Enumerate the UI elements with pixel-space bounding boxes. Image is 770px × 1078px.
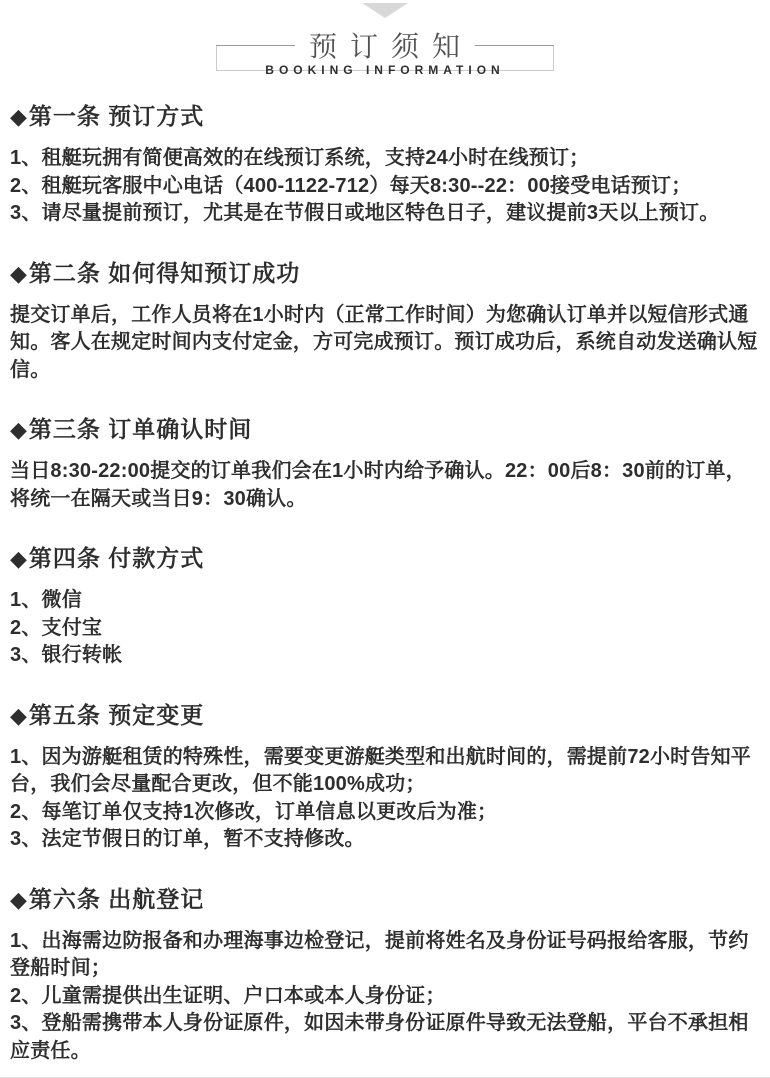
list-item: 1、租艇玩拥有简便高效的在线预订系统，支持24小时在线预订；	[10, 147, 590, 169]
section-heading-text: 第二条 如何得知预订成功	[28, 259, 301, 286]
section-article-5	[10, 700, 760, 854]
list-item: 2、租艇玩客服中心电话（400-1122-712）每天8:30--22：00接受电话预订；	[10, 174, 692, 197]
section-heading-text: 第一条 预订方式	[28, 103, 205, 129]
section-body	[10, 145, 760, 228]
section-heading-text: 第三条 订单确认时间	[28, 416, 253, 442]
section-heading	[10, 414, 760, 445]
list-item: 1、出海需边防报备和办理海事边检登记，提前将姓名及身份证号码报给客服，节约登船时间；	[10, 929, 749, 979]
section-heading	[10, 258, 760, 289]
diamond-icon: ◆	[10, 886, 28, 912]
list-item: 3、银行转帐	[10, 644, 123, 666]
diamond-icon: ◆	[10, 417, 28, 442]
section-body	[10, 587, 760, 670]
section-heading-text: 第四条 付款方式	[28, 545, 205, 571]
section-article-2	[10, 258, 760, 385]
page-subtitle-en: BOOKING INFORMATION	[265, 63, 505, 77]
diamond-icon: ◆	[10, 260, 28, 286]
list-item: 3、法定节假日的订单，暂不支持修改。	[10, 828, 365, 850]
diamond-icon: ◆	[10, 546, 28, 571]
section-body	[10, 744, 760, 854]
list-item: 2、每笔订单仅支持1次修改，订单信息以更改后为准；	[10, 800, 498, 823]
page-title-row	[216, 25, 554, 65]
section-article-1	[10, 101, 760, 228]
booking-info-page	[0, 3, 770, 1078]
section-paragraph: 当日8:30-22:00提交的订单我们会在1小时内给予确认。22：00后8：30前的订单，将统一在隔天或当日9：30确认。	[10, 460, 746, 510]
diamond-icon: ◆	[10, 702, 28, 728]
section-article-4	[10, 543, 760, 670]
page-header	[0, 3, 770, 77]
list-item: 1、微信	[10, 589, 82, 611]
header-frame	[216, 31, 554, 77]
list-item: 1、因为游艇租赁的特殊性，需要变更游艇类型和出航时间的，需提前72小时告知平台，我们会尽量配合更改，但不能100%成功；	[10, 745, 751, 795]
page-title: 预订须知	[309, 31, 474, 62]
section-heading-text: 第五条 预定变更	[28, 701, 205, 728]
section-heading	[10, 700, 760, 731]
list-item: 3、请尽量提前预订，尤其是在节假日或地区特色日子，建议提前3天以上预订。	[10, 202, 720, 224]
section-heading	[10, 884, 760, 915]
articles-content	[0, 101, 770, 1065]
list-item: 2、支付宝	[10, 616, 103, 639]
section-article-3	[10, 414, 760, 513]
section-heading-text: 第六条 出航登记	[28, 885, 205, 912]
list-item: 2、儿童需提供出生证明、户口本或本人身份证；	[10, 984, 446, 1007]
section-heading	[10, 543, 760, 574]
section-article-6	[10, 884, 760, 1066]
diamond-icon: ◆	[10, 104, 28, 129]
section-body	[10, 928, 760, 1066]
section-body	[10, 302, 760, 385]
list-item: 3、登船需携带本人身份证原件，如因未带身份证原件导致无法登船，平台不承担相应责任。	[10, 1012, 749, 1062]
section-body	[10, 458, 760, 513]
section-heading	[10, 101, 760, 132]
section-paragraph: 提交订单后，工作人员将在1小时内（正常工作时间）为您确认订单并以短信形式通知。客人在规定时间内支付定金，方可完成预订。预订成功后，系统自动发送确认短信。	[10, 303, 758, 381]
collapse-triangle-icon	[362, 3, 408, 18]
